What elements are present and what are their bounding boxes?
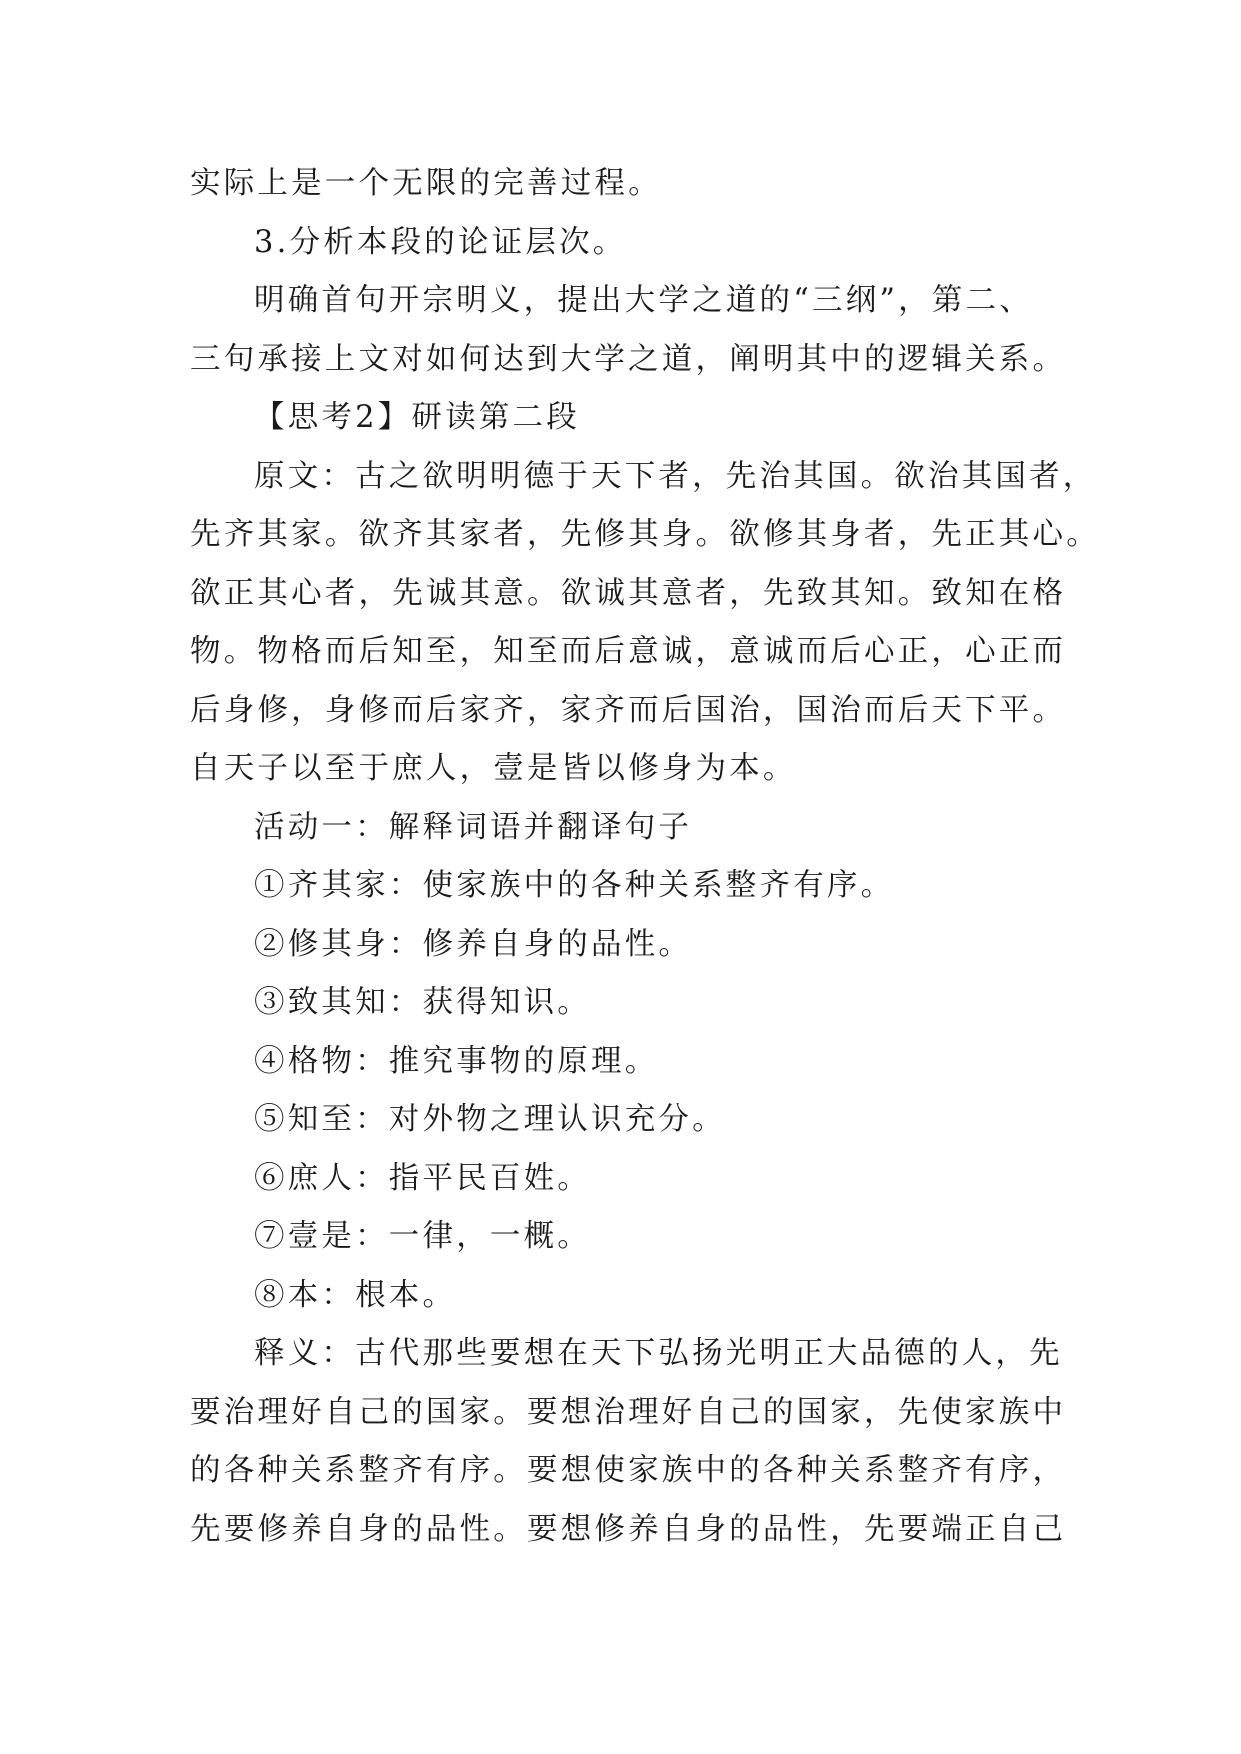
gloss-item: ②修其身：修养自身的品性。 (254, 926, 693, 962)
gloss-item: ⑤知至：对外物之理认识充分。 (254, 1102, 726, 1137)
text-line: 物。物格而后知至，知至而后意诚，意诚而后心正，心正而 (190, 634, 1067, 669)
text-line: 原文：古之欲明明德于天下者，先治其国。欲治其国者， (254, 458, 1097, 494)
text-line: 释义：古代那些要想在天下弘扬光明正大品德的人，先 (254, 1336, 1063, 1371)
text-line: 先要修养自身的品性。要想修养自身的品性，先要端正自己 (190, 1511, 1067, 1547)
text-line: 3.分析本段的论证层次。 (254, 224, 627, 260)
text-line: 要治理好自己的国家。要想治理好自己的国家，先使家族中 (190, 1394, 1067, 1430)
text-line: 欲正其心者，先诚其意。欲诚其意者，先致其知。致知在格 (190, 575, 1067, 611)
body-text (190, 155, 1100, 1559)
activity-heading: 活动一：解释词语并翻译句子 (254, 809, 693, 845)
gloss-item: ①齐其家：使家族中的各种关系整齐有序。 (254, 868, 895, 903)
text-line: 实际上是一个无限的完善过程。 (190, 166, 662, 201)
gloss-item: ③致其知：获得知识。 (254, 985, 591, 1020)
gloss-item: ⑦壹是：一律，一概。 (254, 1219, 591, 1254)
text-line: 自天子以至于庶人，壹是皆以修身为本。 (190, 751, 797, 786)
gloss-item: ⑥庶人：指平民百姓。 (254, 1160, 591, 1196)
text-line: 明确首句开宗明义，提出大学之道的“三纲”，第二、 (254, 283, 1033, 318)
text-line: 的各种关系整齐有序。要想使家族中的各种关系整齐有序， (190, 1453, 1067, 1488)
gloss-item: ④格物：推究事物的原理。 (254, 1043, 659, 1079)
text-line: 先齐其家。欲齐其家者，先修其身。欲修其身者，先正其心。 (190, 517, 1100, 552)
gloss-item: ⑧本：根本。 (254, 1277, 457, 1313)
text-line: 后身修，身修而后家齐，家齐而后国治，国治而后天下平。 (190, 692, 1067, 728)
text-line: 三句承接上文对如何达到大学之道，阐明其中的逻辑关系。 (190, 341, 1067, 377)
section-heading: 【思考2】研读第二段 (254, 400, 580, 435)
